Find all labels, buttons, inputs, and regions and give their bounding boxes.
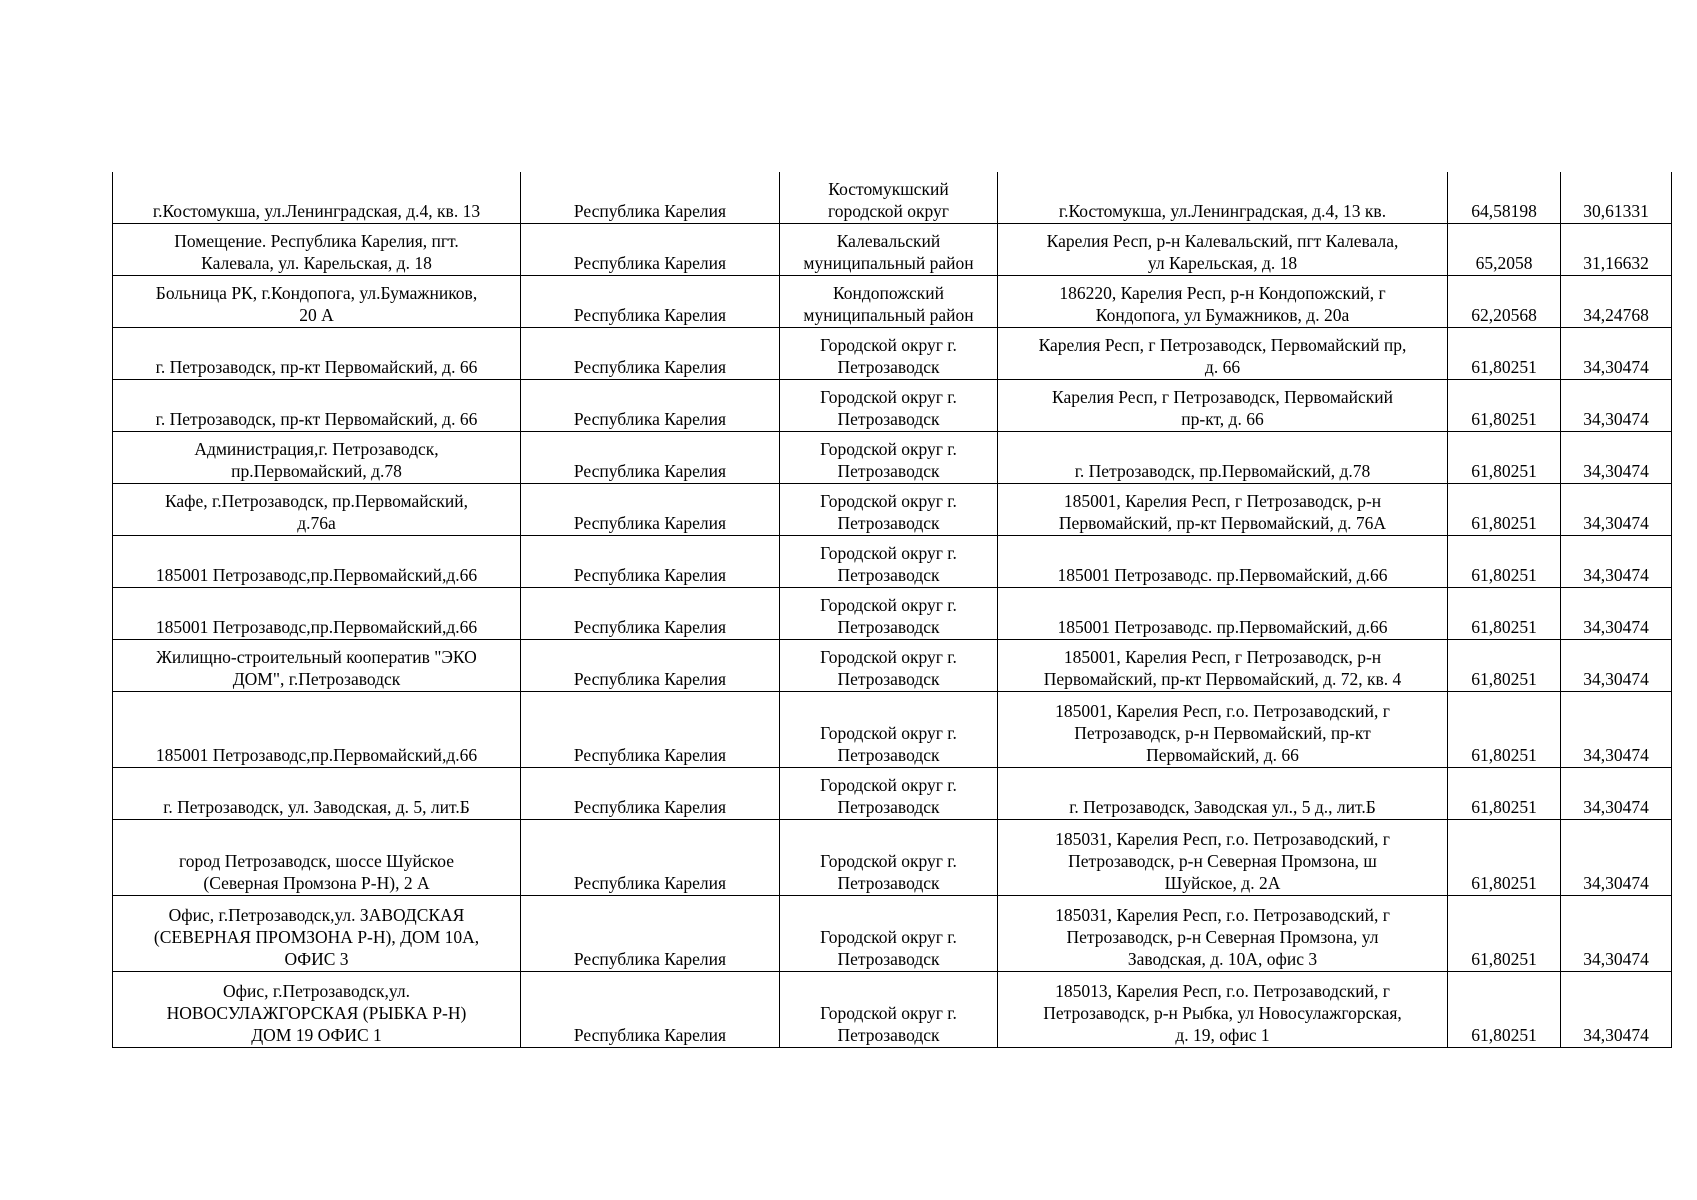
region-cell: Республика Карелия [521,768,780,820]
longitude-cell: 34,30474 [1561,692,1672,768]
longitude-cell: 31,16632 [1561,224,1672,276]
object-cell: Кафе, г.Петрозаводск, пр.Первомайский, д.76а [113,484,521,536]
object-cell: город Петрозаводск, шоссе Шуйское (Северная Промзона Р-Н), 2 А [113,820,521,896]
table-row [113,692,1672,768]
latitude-cell: 61,80251 [1448,328,1561,380]
object-cell: Помещение. Республика Карелия, пгт. Калевала, ул. Карельская, д. 18 [113,224,521,276]
region-cell: Республика Карелия [521,896,780,972]
object-cell: Администрация,г. Петрозаводск, пр.Первомайский, д.78 [113,432,521,484]
region-cell: Республика Карелия [521,380,780,432]
region-cell: Республика Карелия [521,692,780,768]
latitude-cell: 61,80251 [1448,380,1561,432]
object-cell: Больница РК, г.Кондопога, ул.Бумажников, 20 А [113,276,521,328]
latitude-cell: 65,2058 [1448,224,1561,276]
latitude-cell: 61,80251 [1448,536,1561,588]
latitude-cell: 61,80251 [1448,972,1561,1048]
longitude-cell: 34,30474 [1561,640,1672,692]
latitude-cell: 61,80251 [1448,588,1561,640]
address-cell: 185001, Карелия Респ, г Петрозаводск, р-н Первомайский, пр-кт Первомайский, д. 72, кв. 4 [998,640,1448,692]
address-cell: 185001, Карелия Респ, г.о. Петрозаводский, г Петрозаводск, р-н Первомайский, пр-кт Первомайский, д. 66 [998,692,1448,768]
table-row [113,432,1672,484]
object-cell: г. Петрозаводск, пр-кт Первомайский, д. 66 [113,328,521,380]
latitude-cell: 61,80251 [1448,432,1561,484]
latitude-cell: 61,80251 [1448,692,1561,768]
region-cell: Республика Карелия [521,640,780,692]
address-table-body [113,172,1672,1048]
table-row [113,896,1672,972]
municipality-cell: Городской округ г. Петрозаводск [780,328,998,380]
latitude-cell: 61,80251 [1448,896,1561,972]
object-cell: г. Петрозаводск, ул. Заводская, д. 5, лит.Б [113,768,521,820]
table-row [113,380,1672,432]
table-row [113,328,1672,380]
address-cell: Карелия Респ, г Петрозаводск, Первомайский пр-кт, д. 66 [998,380,1448,432]
region-cell: Республика Карелия [521,484,780,536]
address-cell: Карелия Респ, г Петрозаводск, Первомайский пр, д. 66 [998,328,1448,380]
table-row [113,640,1672,692]
address-cell: Карелия Респ, р-н Калевальский, пгт Калевала, ул Карельская, д. 18 [998,224,1448,276]
municipality-cell: Городской округ г. Петрозаводск [780,484,998,536]
longitude-cell: 34,30474 [1561,820,1672,896]
object-cell: г. Петрозаводск, пр-кт Первомайский, д. 66 [113,380,521,432]
region-cell: Республика Карелия [521,536,780,588]
longitude-cell: 34,30474 [1561,972,1672,1048]
latitude-cell: 62,20568 [1448,276,1561,328]
longitude-cell: 34,30474 [1561,896,1672,972]
table-row [113,820,1672,896]
region-cell: Республика Карелия [521,820,780,896]
table-row [113,484,1672,536]
longitude-cell: 34,30474 [1561,380,1672,432]
municipality-cell: Городской округ г. Петрозаводск [780,588,998,640]
object-cell: Офис, г.Петрозаводск,ул. ЗАВОДСКАЯ (СЕВЕРНАЯ ПРОМЗОНА Р-Н), ДОМ 10А, ОФИС 3 [113,896,521,972]
region-cell: Республика Карелия [521,172,780,224]
latitude-cell: 61,80251 [1448,484,1561,536]
municipality-cell: Кондопожский муниципальный район [780,276,998,328]
longitude-cell: 34,30474 [1561,768,1672,820]
object-cell: г.Костомукша, ул.Ленинградская, д.4, кв. 13 [113,172,521,224]
document-page [112,172,1672,1048]
object-cell: 185001 Петрозаводс,пр.Первомайский,д.66 [113,588,521,640]
longitude-cell: 34,30474 [1561,432,1672,484]
address-cell: г. Петрозаводск, пр.Первомайский, д.78 [998,432,1448,484]
address-cell: 185001 Петрозаводс. пр.Первомайский, д.66 [998,588,1448,640]
latitude-cell: 64,58198 [1448,172,1561,224]
region-cell: Республика Карелия [521,588,780,640]
address-table [112,172,1672,1048]
object-cell: 185001 Петрозаводс,пр.Первомайский,д.66 [113,692,521,768]
municipality-cell: Калевальский муниципальный район [780,224,998,276]
object-cell: Офис, г.Петрозаводск,ул. НОВОСУЛАЖГОРСКАЯ (РЫБКА Р-Н) ДОМ 19 ОФИС 1 [113,972,521,1048]
object-cell: Жилищно-строительный кооператив "ЭКО ДОМ", г.Петрозаводск [113,640,521,692]
municipality-cell: Городской округ г. Петрозаводск [780,820,998,896]
table-row [113,172,1672,224]
municipality-cell: Городской округ г. Петрозаводск [780,432,998,484]
table-row [113,536,1672,588]
latitude-cell: 61,80251 [1448,820,1561,896]
municipality-cell: Городской округ г. Петрозаводск [780,768,998,820]
table-row [113,224,1672,276]
municipality-cell: Городской округ г. Петрозаводск [780,536,998,588]
region-cell: Республика Карелия [521,224,780,276]
latitude-cell: 61,80251 [1448,768,1561,820]
table-row [113,768,1672,820]
table-row [113,972,1672,1048]
address-cell: г.Костомукша, ул.Ленинградская, д.4, 13 кв. [998,172,1448,224]
municipality-cell: Городской округ г. Петрозаводск [780,692,998,768]
object-cell: 185001 Петрозаводс,пр.Первомайский,д.66 [113,536,521,588]
region-cell: Республика Карелия [521,972,780,1048]
municipality-cell: Городской округ г. Петрозаводск [780,640,998,692]
latitude-cell: 61,80251 [1448,640,1561,692]
municipality-cell: Городской округ г. Петрозаводск [780,972,998,1048]
longitude-cell: 34,30474 [1561,588,1672,640]
address-cell: 185013, Карелия Респ, г.о. Петрозаводский, г Петрозаводск, р-н Рыбка, ул Новосулажгорская, д. 19, офис 1 [998,972,1448,1048]
table-row [113,588,1672,640]
municipality-cell: Костомукшский городской округ [780,172,998,224]
region-cell: Республика Карелия [521,432,780,484]
address-cell: 185031, Карелия Респ, г.о. Петрозаводский, г Петрозаводск, р-н Северная Промзона, ул Заводская, д. 10А, офис 3 [998,896,1448,972]
region-cell: Республика Карелия [521,328,780,380]
municipality-cell: Городской округ г. Петрозаводск [780,380,998,432]
table-row [113,276,1672,328]
longitude-cell: 34,30474 [1561,328,1672,380]
longitude-cell: 30,61331 [1561,172,1672,224]
address-cell: г. Петрозаводск, Заводская ул., 5 д., лит.Б [998,768,1448,820]
municipality-cell: Городской округ г. Петрозаводск [780,896,998,972]
address-cell: 186220, Карелия Респ, р-н Кондопожский, г Кондопога, ул Бумажников, д. 20а [998,276,1448,328]
longitude-cell: 34,24768 [1561,276,1672,328]
region-cell: Республика Карелия [521,276,780,328]
address-cell: 185001 Петрозаводс. пр.Первомайский, д.66 [998,536,1448,588]
address-cell: 185031, Карелия Респ, г.о. Петрозаводский, г Петрозаводск, р-н Северная Промзона, ш Шуйское, д. 2А [998,820,1448,896]
longitude-cell: 34,30474 [1561,484,1672,536]
address-cell: 185001, Карелия Респ, г Петрозаводск, р-н Первомайский, пр-кт Первомайский, д. 76А [998,484,1448,536]
longitude-cell: 34,30474 [1561,536,1672,588]
